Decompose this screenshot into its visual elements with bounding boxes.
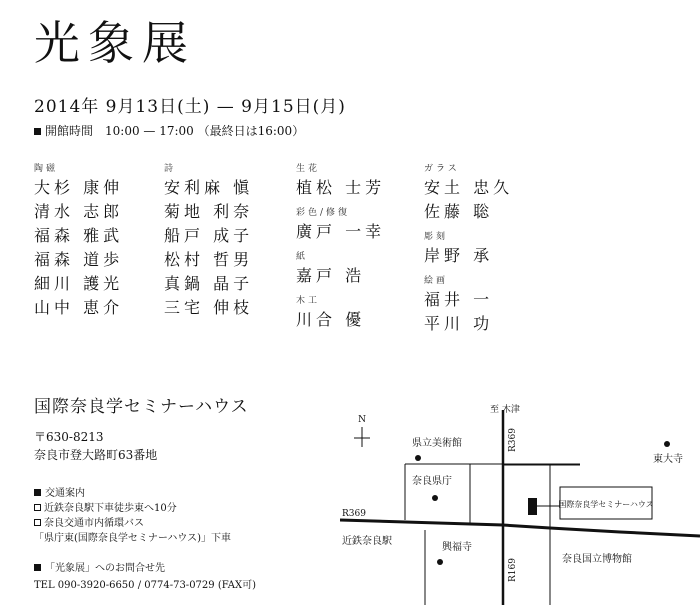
- route-169-label: R169: [508, 558, 518, 582]
- artist-name: 岸野 承: [424, 246, 494, 265]
- artist-name: 細川 護光: [34, 274, 124, 293]
- access-map: [340, 400, 700, 611]
- artist-name: 川合 優: [296, 310, 366, 329]
- artist-name: 福井 一: [424, 290, 494, 309]
- access-line-1: 近鉄奈良駅下車徒歩東へ10分: [44, 503, 177, 514]
- artist-name: 三宅 伸枝: [164, 298, 254, 317]
- to-kizu-label: 至 木津: [490, 405, 520, 415]
- artist-name: 植松 士芳: [296, 178, 386, 197]
- category-label: 紙: [296, 252, 309, 262]
- category-label: 詩: [164, 164, 177, 174]
- artist-name: 菊地 利奈: [164, 202, 254, 221]
- open-square-bullet-icon: [34, 504, 41, 511]
- artist-name: 福森 雅武: [34, 226, 124, 245]
- square-bullet-icon: [34, 128, 41, 135]
- kofukuji-marker-icon: [437, 559, 443, 565]
- category-label: ガラス: [424, 164, 460, 174]
- category-label: 彫刻: [424, 232, 449, 242]
- contact-heading: 「光象展」へのお問合せ先: [45, 563, 165, 574]
- todaiji-label: 東大寺: [653, 454, 683, 465]
- prefectural-art-museum-label: 県立美術館: [412, 438, 462, 449]
- artist-name: 松村 哲男: [164, 250, 254, 269]
- access-line-3: 「県庁東(国際奈良学セミナーハウス)」下車: [34, 533, 232, 544]
- kintetsu-nara-station-label: 近鉄奈良駅: [342, 536, 392, 547]
- north-label: N: [358, 415, 366, 425]
- todaiji-marker-icon: [664, 441, 670, 447]
- open-square-bullet-icon: [34, 519, 41, 526]
- route-369-vertical-label: R369: [508, 428, 518, 452]
- category-label: 絵画: [424, 276, 449, 286]
- artist-column-1: [34, 162, 123, 320]
- artist-column-3: [296, 162, 385, 332]
- category-label: 陶磁: [34, 164, 59, 174]
- access-heading: 交通案内: [45, 488, 85, 499]
- postal-code: 〒630-8213: [34, 430, 104, 444]
- artist-name: 船戸 成子: [164, 226, 254, 245]
- venue-callout: [558, 487, 653, 519]
- contact-info: [34, 560, 256, 594]
- artist-name: 安利麻 愼: [164, 178, 254, 197]
- opening-hours: [34, 122, 304, 139]
- prefectural-office-label: 奈良県庁: [412, 476, 452, 487]
- artist-name: 大杉 康伸: [34, 178, 124, 197]
- venue-callout-label: 国際奈良学セミナーハウス: [558, 500, 654, 509]
- category-label: 彩色/修復: [296, 208, 351, 218]
- venue-address: [34, 428, 157, 464]
- prefectural-office-marker-icon: [432, 495, 438, 501]
- kofukuji-label: 興福寺: [442, 542, 472, 553]
- national-museum-label: 奈良国立博物館: [562, 554, 632, 565]
- exhibition-date: 2014年 9月13日(土) — 9月15日(月): [34, 97, 346, 117]
- square-bullet-icon: [34, 564, 41, 571]
- access-info: [34, 486, 231, 546]
- street-address: 奈良市登大路町63番地: [34, 448, 158, 462]
- artist-column-4: [424, 162, 513, 336]
- opening-hours-text: 開館時間 10:00 — 17:00 （最終日は16:00）: [45, 124, 305, 138]
- page-title: 光象展: [34, 16, 196, 70]
- route-369-horizontal-label: R369: [342, 509, 366, 519]
- artist-name: 平川 功: [424, 314, 494, 333]
- artist-name: 嘉戸 浩: [296, 266, 366, 285]
- artist-name: 真鍋 晶子: [164, 274, 254, 293]
- north-arrow-icon: [354, 427, 370, 447]
- artist-name: 清水 志郎: [34, 202, 124, 221]
- category-label: 木工: [296, 296, 321, 306]
- artist-name: 福森 道歩: [34, 250, 124, 269]
- artist-column-2: [164, 162, 253, 320]
- venue-marker-icon: [528, 498, 537, 515]
- artist-name: 山中 恵介: [34, 298, 124, 317]
- artist-name: 佐藤 聡: [424, 202, 494, 221]
- contact-phone: TEL 090-3920-6650 / 0774-73-0729 (FAX可): [34, 580, 257, 591]
- access-line-2: 奈良交通市内循環バス: [44, 518, 144, 529]
- category-label: 生花: [296, 164, 321, 174]
- square-bullet-icon: [34, 489, 41, 496]
- venue-name: 国際奈良学セミナーハウス: [34, 397, 249, 417]
- artist-name: 安土 忠久: [424, 178, 514, 197]
- museum-art-marker-icon: [415, 455, 421, 461]
- artist-name: 廣戸 一幸: [296, 222, 386, 241]
